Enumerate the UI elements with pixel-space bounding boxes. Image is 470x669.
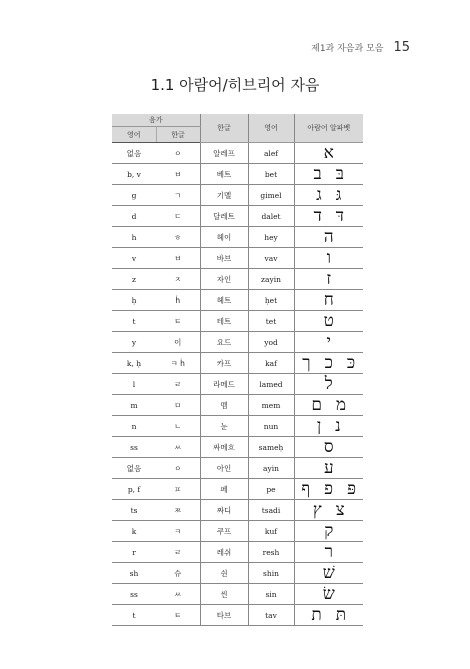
korean-sound-cell: 슈 xyxy=(156,563,200,584)
english-sound-cell: z xyxy=(112,269,156,290)
aramaic-letter: ף xyxy=(301,479,311,499)
aramaic-letter: ו xyxy=(326,248,331,268)
hangul-name-cell: 쉰 xyxy=(200,563,248,584)
table-row xyxy=(112,542,363,563)
hangul-name-cell: 헤트 xyxy=(200,290,248,311)
sound-value-header: 음가 xyxy=(112,114,200,127)
running-header xyxy=(311,40,410,55)
consonant-table xyxy=(112,114,363,626)
english-sound-cell: ss xyxy=(112,437,156,458)
hangul-name-cell: 라메드 xyxy=(200,374,248,395)
aramaic-letter: א xyxy=(323,143,334,163)
aramaic-letter: ם xyxy=(311,395,323,415)
hangul-name-cell: 페 xyxy=(200,479,248,500)
aramaic-letter: ר xyxy=(324,542,333,562)
aramaic-letters-cell xyxy=(294,185,363,206)
table-row xyxy=(112,437,363,458)
korean-sound-cell: ㄹ xyxy=(156,374,200,395)
hangul-name-cell: 쿠프 xyxy=(200,521,248,542)
korean-sound-cell: ㅋ xyxy=(156,521,200,542)
aramaic-letters-cell xyxy=(294,353,363,374)
english-sound-cell: t xyxy=(112,311,156,332)
hangul-name-cell: 바브 xyxy=(200,248,248,269)
english-name-cell: ayin xyxy=(248,458,294,479)
english-sound-cell: sh xyxy=(112,563,156,584)
english-name-cell: lamed xyxy=(248,374,294,395)
table-row xyxy=(112,374,363,395)
english-sound-header: 영어 xyxy=(112,127,156,143)
hangul-name-cell: 카프 xyxy=(200,353,248,374)
english-sound-cell: g xyxy=(112,185,156,206)
aramaic-letter: פ xyxy=(324,479,334,499)
english-name-cell: hey xyxy=(248,227,294,248)
aramaic-letters-cell xyxy=(294,332,363,353)
hangul-name-header: 한글 xyxy=(200,114,248,143)
aramaic-letters-cell xyxy=(294,290,363,311)
aramaic-letter: ז xyxy=(326,269,332,289)
english-sound-cell: y xyxy=(112,332,156,353)
table-row xyxy=(112,500,363,521)
section-title: 1.1 아람어/히브리어 자음 xyxy=(150,76,320,94)
aramaic-letter: בּ xyxy=(335,164,344,184)
table-row xyxy=(112,206,363,227)
table-row xyxy=(112,605,363,626)
hangul-name-cell: 베트 xyxy=(200,164,248,185)
korean-sound-cell: ㅆ xyxy=(156,584,200,605)
aramaic-letters-cell xyxy=(294,479,363,500)
english-name-cell: ḥet xyxy=(248,290,294,311)
english-name-cell: mem xyxy=(248,395,294,416)
table-row xyxy=(112,143,363,164)
aramaic-letter: שׂ xyxy=(322,584,335,604)
table-row xyxy=(112,248,363,269)
english-name-cell: nun xyxy=(248,416,294,437)
table-row xyxy=(112,164,363,185)
aramaic-letter: ן xyxy=(316,416,322,436)
aramaic-letter: ע xyxy=(323,458,334,478)
aramaic-letters-cell xyxy=(294,416,363,437)
aramaic-letter: ך xyxy=(302,353,311,373)
korean-sound-cell: 이 xyxy=(156,332,200,353)
english-name-cell: gimel xyxy=(248,185,294,206)
english-sound-cell: p, f xyxy=(112,479,156,500)
table-row xyxy=(112,353,363,374)
aramaic-letters-cell xyxy=(294,458,363,479)
aramaic-letters-cell xyxy=(294,164,363,185)
english-sound-cell: k, ḥ xyxy=(112,353,156,374)
english-sound-cell: ts xyxy=(112,500,156,521)
english-name-cell: kaf xyxy=(248,353,294,374)
english-name-header: 영어 xyxy=(248,114,294,143)
korean-sound-cell: ㄱ xyxy=(156,185,200,206)
table-row xyxy=(112,185,363,206)
hangul-name-cell: 아인 xyxy=(200,458,248,479)
aramaic-letters-cell xyxy=(294,227,363,248)
english-name-cell: tav xyxy=(248,605,294,626)
aramaic-letter: ס xyxy=(323,437,334,457)
table-row xyxy=(112,395,363,416)
letters-header: 아람어 알파벳 xyxy=(294,114,363,143)
english-name-cell: vav xyxy=(248,248,294,269)
aramaic-letter: צ xyxy=(335,500,345,520)
korean-sound-cell: ㅂ xyxy=(156,164,200,185)
aramaic-letters-cell xyxy=(294,248,363,269)
hangul-name-cell: 짜디 xyxy=(200,500,248,521)
aramaic-letters-cell xyxy=(294,542,363,563)
korean-sound-cell: ㅋ ḣ xyxy=(156,353,200,374)
table-row xyxy=(112,416,363,437)
aramaic-letters-cell xyxy=(294,206,363,227)
korean-sound-cell: ㅆ xyxy=(156,437,200,458)
english-sound-cell: v xyxy=(112,248,156,269)
aramaic-letter: תּ xyxy=(335,605,347,625)
english-name-cell: dalet xyxy=(248,206,294,227)
table-row xyxy=(112,521,363,542)
aramaic-letter: נ xyxy=(335,416,341,436)
page-number: 15 xyxy=(393,40,410,55)
aramaic-letters-cell xyxy=(294,563,363,584)
korean-sound-cell: ㅎ xyxy=(156,227,200,248)
chapter-title: 제1과 자음과 모음 xyxy=(311,44,384,54)
aramaic-letters-cell xyxy=(294,605,363,626)
english-sound-cell: r xyxy=(112,542,156,563)
english-name-cell: tsadi xyxy=(248,500,294,521)
english-name-cell: sameḥ xyxy=(248,437,294,458)
aramaic-letters-cell xyxy=(294,395,363,416)
hangul-name-cell: 자인 xyxy=(200,269,248,290)
aramaic-letters-cell xyxy=(294,521,363,542)
korean-sound-cell: ㄷ xyxy=(156,206,200,227)
aramaic-letters-cell xyxy=(294,500,363,521)
table-body xyxy=(112,143,363,626)
korean-sound-header: 한글 xyxy=(156,127,200,143)
english-name-cell: kuf xyxy=(248,521,294,542)
aramaic-letter: ק xyxy=(324,521,334,541)
english-sound-cell: n xyxy=(112,416,156,437)
english-name-cell: alef xyxy=(248,143,294,164)
english-sound-cell: 없음 xyxy=(112,143,156,164)
english-sound-cell: l xyxy=(112,374,156,395)
aramaic-letters-cell xyxy=(294,143,363,164)
english-sound-cell: d xyxy=(112,206,156,227)
english-name-cell: shin xyxy=(248,563,294,584)
hangul-name-cell: 씬 xyxy=(200,584,248,605)
aramaic-letter: ט xyxy=(323,311,334,331)
hangul-name-cell: 달레트 xyxy=(200,206,248,227)
english-sound-cell: k xyxy=(112,521,156,542)
korean-sound-cell: ㅌ xyxy=(156,311,200,332)
hangul-name-cell: 눈 xyxy=(200,416,248,437)
aramaic-letter: דּ xyxy=(335,206,344,226)
hangul-name-cell: 기멜 xyxy=(200,185,248,206)
english-sound-cell: 없음 xyxy=(112,458,156,479)
hangul-name-cell: 레쉬 xyxy=(200,542,248,563)
korean-sound-cell: ㅌ xyxy=(156,605,200,626)
korean-sound-cell: ㅇ xyxy=(156,458,200,479)
aramaic-letters-cell xyxy=(294,374,363,395)
english-sound-cell: m xyxy=(112,395,156,416)
english-name-cell: tet xyxy=(248,311,294,332)
english-name-cell: bet xyxy=(248,164,294,185)
korean-sound-cell: ㅉ xyxy=(156,500,200,521)
aramaic-letters-cell xyxy=(294,311,363,332)
aramaic-letters-cell xyxy=(294,269,363,290)
table-row xyxy=(112,458,363,479)
english-sound-cell: h xyxy=(112,227,156,248)
korean-sound-cell: ㅍ xyxy=(156,479,200,500)
aramaic-letter: ה xyxy=(323,227,334,247)
korean-sound-cell: ㅁ xyxy=(156,395,200,416)
korean-sound-cell: ㅇ xyxy=(156,143,200,164)
english-sound-cell: ss xyxy=(112,584,156,605)
table-row xyxy=(112,563,363,584)
english-name-cell: sin xyxy=(248,584,294,605)
aramaic-letter: כ xyxy=(324,353,333,373)
english-name-cell: yod xyxy=(248,332,294,353)
english-sound-cell: t xyxy=(112,605,156,626)
korean-sound-cell: ㅈ xyxy=(156,269,200,290)
korean-sound-cell: ㄴ xyxy=(156,416,200,437)
aramaic-letters-cell xyxy=(294,584,363,605)
aramaic-letter: פּ xyxy=(347,479,356,499)
english-name-cell: zayin xyxy=(248,269,294,290)
hangul-name-cell: 헤이 xyxy=(200,227,248,248)
korean-sound-cell: ㅂ xyxy=(156,248,200,269)
table-row xyxy=(112,479,363,500)
table-row xyxy=(112,332,363,353)
table-row xyxy=(112,584,363,605)
aramaic-letter: מ xyxy=(336,395,347,415)
english-sound-cell: ḥ xyxy=(112,290,156,311)
aramaic-letter: ב xyxy=(313,164,322,184)
hangul-name-cell: 멤 xyxy=(200,395,248,416)
aramaic-letter: י xyxy=(326,332,331,352)
aramaic-letter: ץ xyxy=(312,500,322,520)
aramaic-letter: ח xyxy=(323,290,334,310)
aramaic-letter: כּ xyxy=(346,353,356,373)
korean-sound-cell: ḣ xyxy=(156,290,200,311)
aramaic-letter: ת xyxy=(311,605,322,625)
english-sound-cell: b, v xyxy=(112,164,156,185)
aramaic-letter: שׁ xyxy=(322,563,335,583)
aramaic-letter: ד xyxy=(313,206,322,226)
aramaic-letter: ל xyxy=(324,374,333,394)
hangul-name-cell: 요드 xyxy=(200,332,248,353)
aramaic-letter: ג xyxy=(316,185,322,205)
table-row xyxy=(112,227,363,248)
aramaic-letters-cell xyxy=(294,437,363,458)
table-row xyxy=(112,269,363,290)
table-row xyxy=(112,290,363,311)
english-name-cell: pe xyxy=(248,479,294,500)
hangul-name-cell: 테트 xyxy=(200,311,248,332)
table-row xyxy=(112,311,363,332)
hangul-name-cell: 싸메흐 xyxy=(200,437,248,458)
aramaic-letter: גּ xyxy=(335,185,342,205)
korean-sound-cell: ㄹ xyxy=(156,542,200,563)
hangul-name-cell: 알레프 xyxy=(200,143,248,164)
hangul-name-cell: 타브 xyxy=(200,605,248,626)
english-name-cell: resh xyxy=(248,542,294,563)
